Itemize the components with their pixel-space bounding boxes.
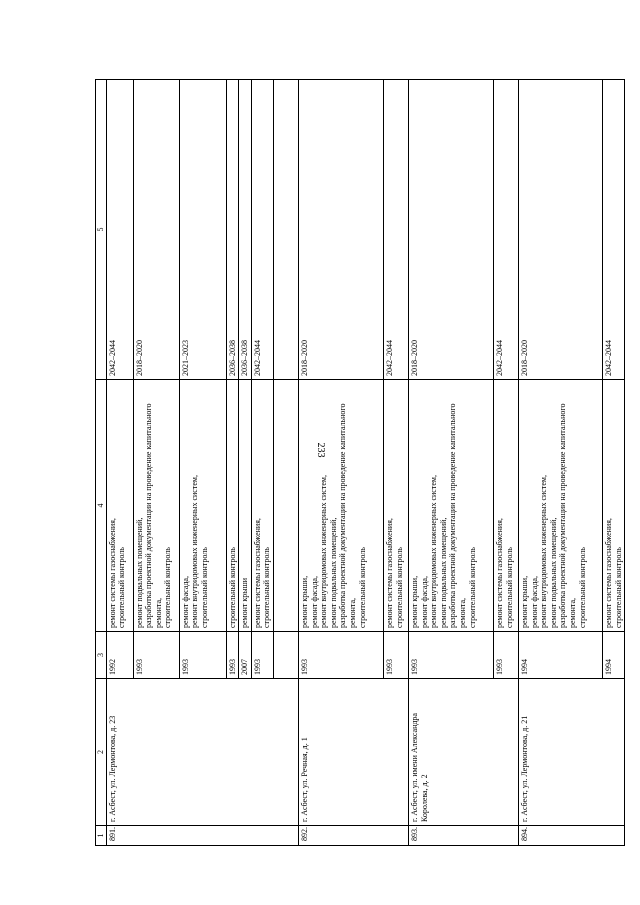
year-cell: 1992 bbox=[106, 632, 133, 679]
year-cell: 1993 bbox=[408, 632, 493, 679]
year-cell: 1993 bbox=[226, 632, 239, 679]
works-cell bbox=[179, 380, 226, 632]
period-cell: 2042–2044 bbox=[383, 80, 408, 380]
address-cell: г. Асбест, ул. Лермонтова, д. 21 bbox=[518, 679, 624, 826]
year-cell: 1993 bbox=[179, 632, 226, 679]
year-cell bbox=[273, 632, 298, 679]
works-cell bbox=[239, 380, 252, 632]
header-cell: 3 bbox=[96, 632, 107, 679]
works-text: ремонт крыши, ремонт фасада, ремонт внутридомовых инженерных систем, ремонт подвальных помещений, разработка проектной документации на проведение капитального ремонта, строительный контроль bbox=[519, 403, 587, 628]
works-cell bbox=[298, 380, 383, 632]
header-cell: 5 bbox=[96, 80, 107, 380]
works-cell bbox=[273, 380, 298, 632]
rotated-table-wrapper bbox=[95, 80, 623, 846]
address-cell: г. Асбест, ул. имени Александра Королева, д. 2 bbox=[408, 679, 518, 826]
year-cell: 1993 bbox=[493, 632, 518, 679]
period-cell: 2018–2020 bbox=[133, 80, 179, 380]
row-number: 891. bbox=[106, 826, 298, 846]
period-cell: 2036–2038 bbox=[226, 80, 239, 380]
works-text: ремонт системы газоснабжения, строительный контроль bbox=[252, 518, 272, 628]
header-cell: 4 bbox=[96, 380, 107, 632]
year-cell: 1993 bbox=[251, 632, 273, 679]
period-cell: 2018–2020 bbox=[518, 80, 602, 380]
works-text: ремонт крыши, ремонт фасада, ремонт внутридомовых инженерных систем, ремонт подвальных помещений, разработка проектной документации на проведение капитального ремонта, строительный контроль bbox=[409, 403, 477, 628]
year-cell: 1994 bbox=[518, 632, 602, 679]
period-cell: 2042–2044 bbox=[106, 80, 133, 380]
address-cell: г. Асбест, ул. Речная, д. 1 bbox=[298, 679, 408, 826]
row-number: 894. bbox=[518, 826, 624, 846]
row-number: 893. bbox=[408, 826, 518, 846]
header-cell: 1 bbox=[96, 826, 107, 846]
capital-repair-table bbox=[95, 79, 625, 846]
works-cell bbox=[383, 380, 408, 632]
works-cell bbox=[106, 380, 133, 632]
period-cell: 2042–2044 bbox=[251, 80, 273, 380]
row-number: 892. bbox=[298, 826, 408, 846]
works-text: ремонт системы газоснабжения, строительный контроль bbox=[384, 518, 404, 628]
header-cell: 2 bbox=[96, 679, 107, 826]
works-cell bbox=[226, 380, 239, 632]
table-row bbox=[298, 80, 383, 846]
works-text: ремонт подвальных помещений, разработка проектной документации на проведение капитального ремонта, строительный контроль bbox=[134, 403, 173, 628]
period-cell: 2042–2044 bbox=[493, 80, 518, 380]
period-cell bbox=[273, 80, 298, 380]
period-cell: 2036–2038 bbox=[239, 80, 252, 380]
works-text: ремонт системы газоснабжения, строительный контроль bbox=[494, 518, 514, 628]
table-header-row bbox=[96, 80, 107, 846]
works-text: ремонт системы газоснабжения, строительный контроль bbox=[107, 518, 127, 628]
works-text: ремонт системы газоснабжения, строительный контроль bbox=[603, 518, 623, 628]
works-text: ремонт крыши bbox=[240, 577, 250, 628]
table-row bbox=[106, 80, 133, 846]
year-cell: 1994 bbox=[602, 632, 624, 679]
works-text: ремонт фасада, ремонт внутридомовых инженерных систем, строительный контроль bbox=[180, 475, 209, 628]
period-cell: 2018–2020 bbox=[298, 80, 383, 380]
year-cell: 1993 bbox=[383, 632, 408, 679]
works-text: ремонт крыши, ремонт фасада, ремонт внутридомовых инженерных систем, ремонт подвальных помещений, разработка проектной документации на проведение капитального ремонта, строительный контроль bbox=[299, 403, 367, 628]
period-cell: 2018–2020 bbox=[408, 80, 493, 380]
works-cell bbox=[602, 380, 624, 632]
year-cell: 2007 bbox=[239, 632, 252, 679]
works-text: строительный контроль bbox=[227, 547, 237, 628]
table-row bbox=[408, 80, 493, 846]
period-cell: 2021–2023 bbox=[179, 80, 226, 380]
address-cell: г. Асбест, ул. Лермонтова, д. 23 bbox=[106, 679, 298, 826]
works-cell bbox=[251, 380, 273, 632]
works-cell bbox=[518, 380, 602, 632]
works-cell bbox=[493, 380, 518, 632]
year-cell: 1993 bbox=[133, 632, 179, 679]
works-cell bbox=[408, 380, 493, 632]
works-cell bbox=[133, 380, 179, 632]
year-cell: 1993 bbox=[298, 632, 383, 679]
page-number: 233 bbox=[315, 442, 326, 458]
table-row bbox=[518, 80, 602, 846]
period-cell: 2042–2044 bbox=[602, 80, 624, 380]
